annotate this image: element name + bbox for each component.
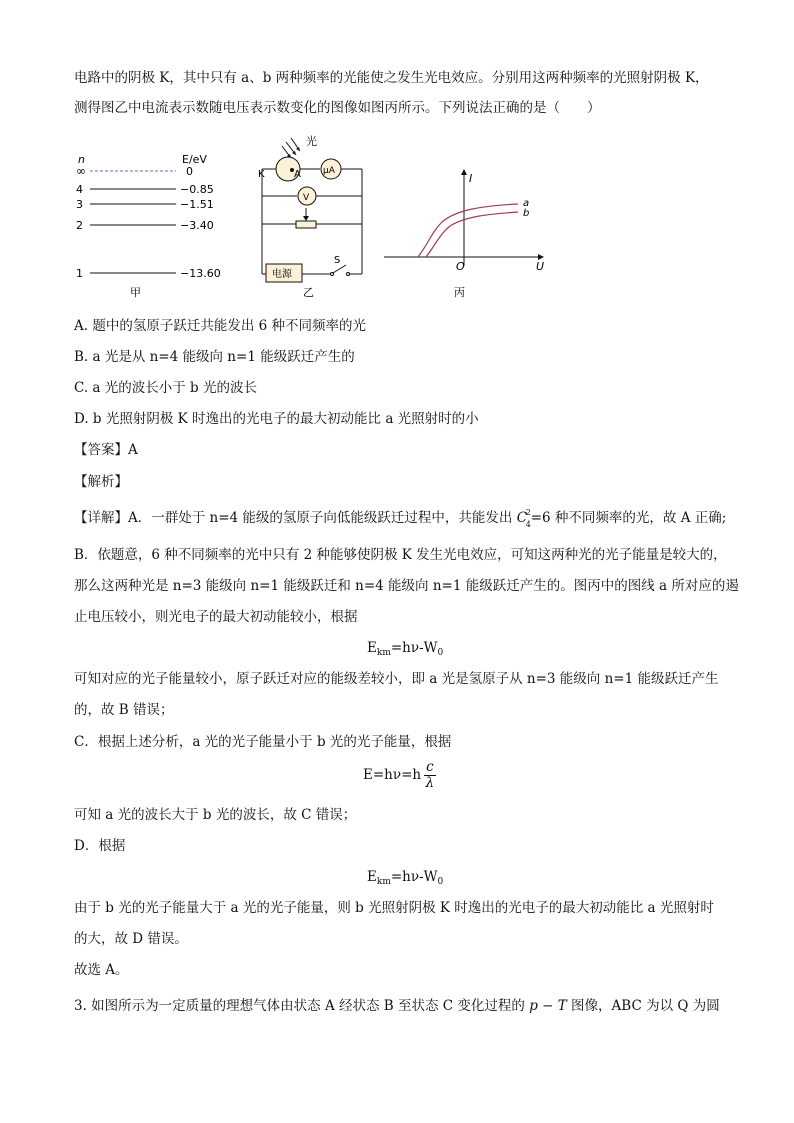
intro-line-2: 测得图乙中电流表示数随电压表示数变化的图像如图丙所示。下列说法正确的是（ ） (74, 100, 601, 116)
yi-light-label: 光 (306, 135, 317, 148)
formula-wavelength: E=hν=h $\frac{c}{\lambda}$ (363, 759, 435, 791)
detail-b-2: 那么这两种光是 n=3 能级向 n=1 能级跃迁和 n=4 能级向 n=1 能级跃迁产生的。图丙中的图线 a 所对应的遏 (74, 578, 739, 594)
detail-d-3: 的大，故 D 错误。 (74, 931, 188, 947)
detail-a: 【详解】A．一群处于 n=4 能级的氢原子向低能级跃迁过程中，共能发出 C 2 4 =6 种不同频率的光，故 A 正确; (74, 508, 727, 529)
detail-d-1: D．根据 (74, 838, 126, 854)
analysis-title: 【解析】 (74, 474, 128, 490)
conclusion: 故选 A。 (74, 962, 129, 978)
level-1 (76, 267, 221, 280)
light-arrows-icon (282, 138, 300, 158)
detail-c-1: C．根据上述分析，a 光的光子能量小于 b 光的光子能量，根据 (74, 734, 452, 750)
detail-b-1: B．依题意，6 种不同频率的光中只有 2 种能够使阴极 K 发生光电效应，可知这两种光的光子能量是较大的， (74, 547, 727, 563)
svg-text:V: V (303, 193, 310, 203)
combination-c42: C 2 4 (516, 508, 531, 529)
yi-k-label: K (258, 169, 265, 180)
level-4 (76, 183, 214, 196)
svg-text:a: a (523, 198, 530, 209)
curve-b (426, 212, 518, 257)
jia-caption: 甲 (130, 286, 141, 299)
jia-e-label: E/eV (182, 153, 207, 166)
jia-n-label: n (78, 153, 85, 166)
question-3-intro: 3. 如图所示为一定质量的理想气体由状态 A 经状态 B 至状态 C 变化过程的 p − T 图像，ABC 为以 Q 为圆 (74, 998, 720, 1014)
svg-text:O: O (456, 260, 465, 273)
svg-text:1: 1 (76, 267, 83, 280)
svg-text:−1.51: −1.51 (180, 198, 214, 211)
option-b: B. a 光是从 n=4 能级向 n=1 能级跃迁产生的 (74, 349, 355, 365)
formula-ekm-2: $E_{km}=h\nu-W_0$ (367, 869, 444, 887)
curve-a (418, 204, 518, 257)
svg-text:电源: 电源 (272, 269, 292, 280)
yi-switch-label: S (334, 255, 341, 266)
svg-text:4: 4 (76, 183, 83, 196)
svg-text:−0.85: −0.85 (180, 183, 214, 196)
svg-text:−13.60: −13.60 (180, 267, 221, 280)
svg-text:b: b (523, 208, 530, 219)
level-2 (76, 219, 214, 232)
svg-text:I: I (469, 172, 473, 185)
option-a: A. 题中的氢原子跃迁共能发出 6 种不同频率的光 (74, 318, 367, 334)
detail-b-4: 可知对应的光子能量较小，原子跃迁对应的能级差较小，即 a 光是氢原子从 n=3 能级向 n=1 能级跃迁产生 (74, 671, 719, 687)
bing-caption: 丙 (454, 286, 465, 299)
rheostat-icon (296, 221, 316, 228)
svg-text:3: 3 (76, 198, 83, 211)
svg-text:0: 0 (186, 165, 193, 178)
option-d: D. b 光照射阴极 K 时逸出的光电子的最大初动能比 a 光照射时的小 (74, 411, 479, 427)
level-3 (76, 198, 214, 211)
level-inf (76, 164, 193, 178)
figure-jia-energy-levels (74, 150, 234, 300)
formula-ekm-1: $E_{km}=h\nu-W_0$ (367, 640, 444, 658)
detail-b-3: 止电压较小，则光电子的最大初动能较小，根据 (74, 609, 358, 625)
detail-c-2: 可知 a 光的波长大于 b 光的波长，故 C 错误； (74, 807, 357, 823)
svg-text:−3.40: −3.40 (180, 219, 214, 232)
detail-b-5: 的，故 B 错误； (74, 702, 174, 718)
option-c: C. a 光的波长小于 b 光的波长 (74, 380, 257, 396)
switch-icon (333, 265, 346, 273)
svg-text:U: U (536, 260, 545, 273)
svg-text:2: 2 (76, 219, 83, 232)
yi-caption: 乙 (303, 286, 314, 299)
answer: 【答案】A (74, 442, 138, 458)
intro-line-1: 电路中的阴极 K，其中只有 a、b 两种频率的光能使之发生光电效应。分别用这两种频率的光照射阴极 K， (74, 70, 709, 86)
yi-a-label: A (294, 169, 301, 180)
figure-yi-circuit (246, 132, 376, 300)
svg-text:μA: μA (323, 166, 335, 176)
svg-text:∞: ∞ (76, 164, 86, 178)
detail-d-2: 由于 b 光的光子能量大于 a 光的光子能量，则 b 光照射阴极 K 时逸出的光电子的最大初动能比 a 光照射时 (74, 900, 714, 916)
figure-bing-iu-graph (380, 164, 550, 300)
